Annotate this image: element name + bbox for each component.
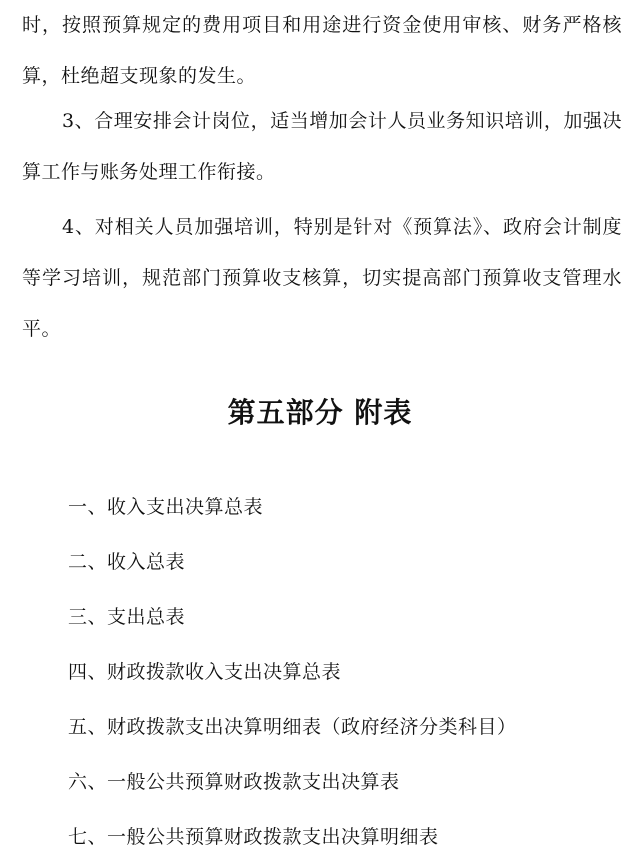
paragraph-continuation: 时，按照预算规定的费用项目和用途进行资金使用审核、财务严格核算，杜绝超支现象的发生。 xyxy=(22,14,622,87)
appendix-item-6: 六、一般公共预算财政拨款支出决算表 xyxy=(68,771,400,793)
section-title: 第五部分 附表 xyxy=(227,396,413,429)
appendix-item-4: 四、财政拨款收入支出决算总表 xyxy=(68,661,342,683)
paragraph-item-3: 3、合理安排会计岗位，适当增加会计人员业务知识培训，加强决算工作与账务处理工作衔接。 xyxy=(22,110,622,183)
paragraph-item-4: 4、对相关人员加强培训，特别是针对《预算法》、政府会计制度等学习培训，规范部门预算收支核算，切实提高部门预算收支管理水平。 xyxy=(22,216,622,340)
appendix-item-3: 三、支出总表 xyxy=(68,606,186,628)
appendix-list xyxy=(68,480,628,865)
appendix-item-1: 一、收入支出决算总表 xyxy=(68,496,264,518)
appendix-item-2: 二、收入总表 xyxy=(68,551,186,573)
appendix-item-7: 七、一般公共预算财政拨款支出决算明细表 xyxy=(68,826,439,848)
appendix-item-5: 五、财政拨款支出决算明细表（政府经济分类科目） xyxy=(68,716,517,738)
